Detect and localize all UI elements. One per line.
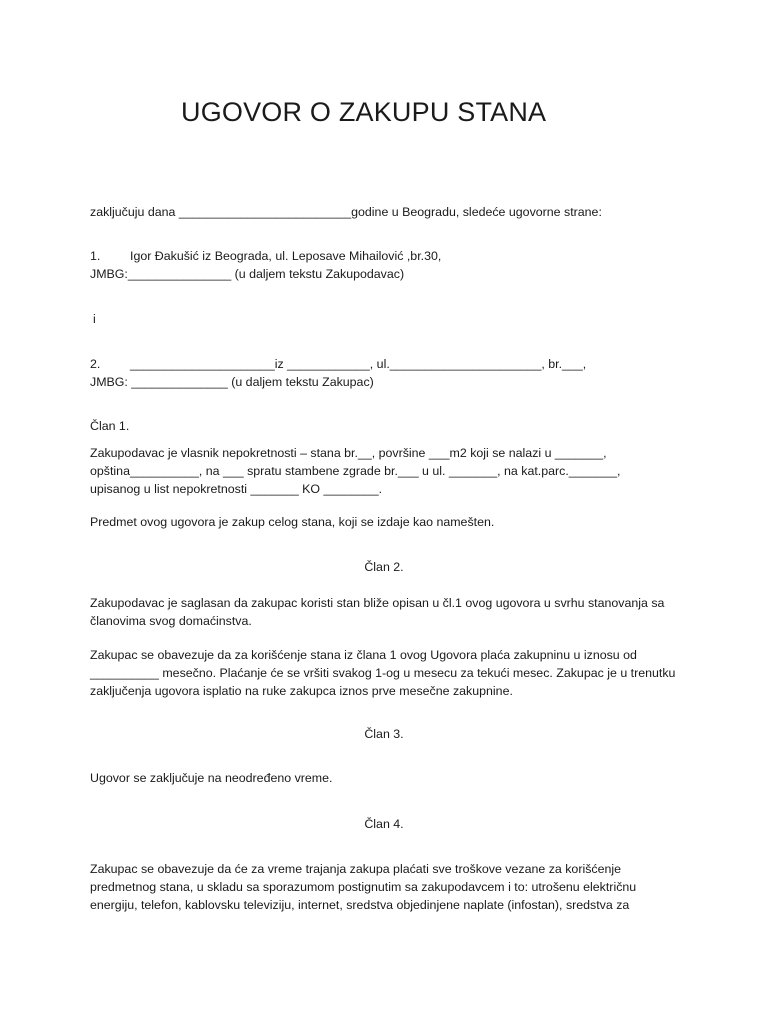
article2-para1-line1: Zakupodavac je saglasan da zakupac koristi stan bliže opisan u čl.1 ovog ugovora u svrhu stanovanja sa <box>90 596 665 610</box>
article2-para1-line2: članovima svog domaćinstva. <box>90 614 252 628</box>
article3-para1: Ugovor se zaključuje na neodređeno vreme. <box>90 771 333 785</box>
article1-para1-line3: upisanog u list nepokretnosti _______ KO ________. <box>90 482 383 496</box>
party1-number: 1. <box>90 249 101 263</box>
party1-line1 <box>90 247 441 265</box>
party1-line2: JMBG:_______________ (u daljem tekstu Zakupodavac) <box>90 267 405 281</box>
conjunction: i <box>93 312 96 326</box>
article3-heading: Član 3. <box>364 727 404 741</box>
article1-para2: Predmet ovog ugovora je zakup celog stana, koji se izdaje kao namešten. <box>90 515 495 529</box>
article2-heading: Član 2. <box>364 560 404 574</box>
article2-para2-line2: __________ mesečno. Plaćanje će se vršiti svakog 1-og u mesecu za tekući mesec. Zakupac je u trenutku <box>90 666 676 680</box>
article2-para2-line1: Zakupac se obavezuje da za korišćenje stana iz člana 1 ovog Ugovora plaća zakupninu u iznosu od <box>90 648 637 662</box>
party2-number: 2. <box>90 357 101 371</box>
party1-text: Igor Đakušić iz Beograda, ul. Leposave Mihailović ,br.30, <box>130 249 442 263</box>
party2-line2: JMBG: ______________ (u daljem tekstu Zakupac) <box>90 375 374 389</box>
article1-heading: Član 1. <box>90 419 130 433</box>
article4-para1-line3: energiju, telefon, kablovsku televiziju, internet, sredstva objedinjene naplate (infostan), sredstva za <box>90 898 630 912</box>
document-title: UGOVOR O ZAKUPU STANA <box>181 97 547 127</box>
party2-line1 <box>90 355 586 373</box>
article2-para2-line3: zaključenja ugovora isplatio na ruke zakupca iznos prve mesečne zakupnine. <box>90 684 513 698</box>
article4-heading: Član 4. <box>364 817 404 831</box>
intro-text: zaključuju dana _________________________godine u Beogradu, sledeće ugovorne strane: <box>90 205 602 219</box>
article4-para1-line2: predmetnog stana, u skladu sa sporazumom postignutim sa zakupodavcem i to: utrošenu električnu <box>90 880 637 894</box>
party2-text: _____________________iz ____________, ul.______________________, br.___, <box>130 357 587 371</box>
article1-para1-line1: Zakupodavac je vlasnik nepokretnosti – stana br.__, površine ___m2 koji se nalazi u _______, <box>90 446 607 460</box>
article4-para1-line1: Zakupac se obavezuje da će za vreme trajanja zakupa plaćati sve troškove vezane za korišćenje <box>90 862 622 876</box>
article1-para1-line2: opština__________, na ___ spratu stambene zgrade br.___ u ul. _______, na kat.parc._______, <box>90 464 621 478</box>
